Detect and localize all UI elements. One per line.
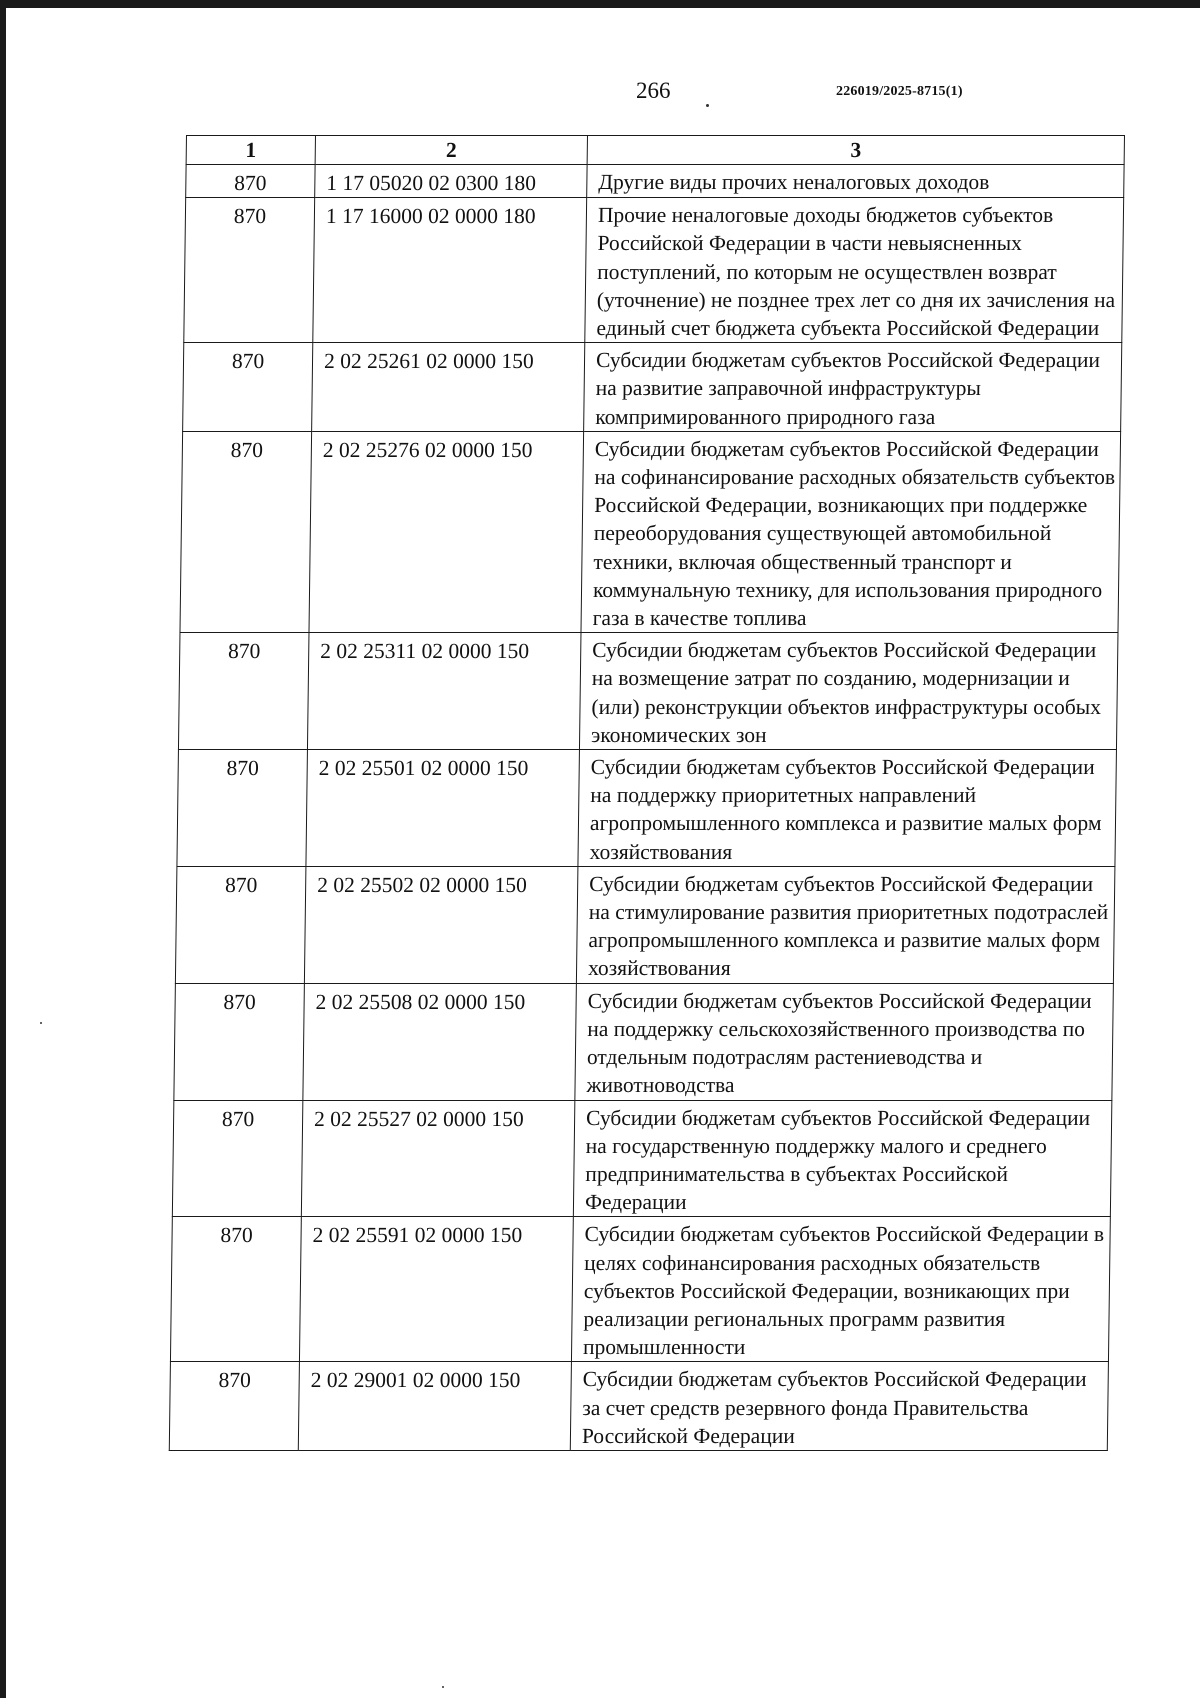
table-row [178,633,1118,750]
revenue-name-cell: Субсидии бюджетам субъектов Российской Федерации на развитие заправочной инфраструктуры компримированного природного газа [584,343,1122,432]
revenue-name-cell: Субсидии бюджетам субъектов Российской Федерации на возмещение затрат по созданию, модернизации и (или) реконструкции объектов инфраструктуры особых экономических зон [579,633,1118,750]
scan-speck [40,1022,42,1024]
revenue-name-cell: Субсидии бюджетам субъектов Российской Федерации на поддержку сельскохозяйственного производства по отдельным подотраслям растениеводства и животноводства [575,983,1114,1100]
admin-code-cell: 870 [183,343,313,432]
revenue-codes-table-wrapper [169,135,1124,1451]
budget-code-cell: 2 02 25276 02 0000 150 [309,431,584,632]
table-row [177,750,1117,867]
revenue-name-cell: Субсидии бюджетам субъектов Российской Федерации на стимулирование развития приоритетных подотраслей агропромышленного комплекса и развитие малых форм хозяйствования [576,866,1115,983]
table-row [175,866,1115,983]
budget-code-cell: 1 17 16000 02 0000 180 [313,198,587,343]
table-row [186,165,1124,198]
budget-code-cell: 2 02 25501 02 0000 150 [306,750,580,867]
admin-code-cell: 870 [172,1100,303,1217]
revenue-name-cell: Субсидии бюджетам субъектов Российской Федерации на государственную поддержку малого и среднего предпринимательства в субъектах Российской Федерации [573,1100,1112,1217]
budget-code-cell: 1 17 05020 02 0300 180 [315,165,587,198]
revenue-name-cell: Прочие неналоговые доходы бюджетов субъектов Российской Федерации в части невыясненных поступлений, по которым не осуществлен возврат (уточнение) не позднее трех лет со дня их зачисления на единый счет бюджета субъекта Российской Федерации [585,198,1124,343]
scan-border-left [0,0,6,1698]
revenue-name-cell: Другие виды прочих неналоговых доходов [587,165,1124,198]
admin-code-cell: 870 [169,1362,299,1451]
budget-code-cell: 2 02 25527 02 0000 150 [301,1100,575,1217]
admin-code-cell: 870 [175,866,306,983]
document-number: 226019/2025-8715(1) [836,84,963,99]
admin-code-cell: 870 [174,983,305,1100]
table-row [184,198,1124,343]
scan-speck [706,104,709,107]
scan-speck [442,1686,444,1688]
budget-code-cell: 2 02 29001 02 0000 150 [298,1362,571,1451]
budget-code-cell: 2 02 25591 02 0000 150 [299,1217,573,1362]
revenue-name-cell: Субсидии бюджетам субъектов Российской Федерации за счет средств резервного фонда Правительства Российской Федерации [570,1362,1108,1451]
admin-code-cell: 870 [180,431,312,632]
budget-code-cell: 2 02 25261 02 0000 150 [312,343,585,432]
admin-code-cell: 870 [170,1217,301,1362]
revenue-codes-table [169,135,1125,1451]
table-row [172,1100,1112,1217]
budget-code-cell: 2 02 25502 02 0000 150 [304,866,578,983]
table-row [170,1217,1110,1362]
page-number: 266 [636,78,671,103]
scan-border-top [0,0,1200,8]
revenue-name-cell: Субсидии бюджетам субъектов Российской Федерации на поддержку приоритетных направлений агропромышленного комплекса и развитие малых форм хозяйствования [578,750,1117,867]
column-header-1: 1 [186,136,315,165]
budget-code-cell: 2 02 25508 02 0000 150 [303,983,577,1100]
revenue-name-cell: Субсидии бюджетам субъектов Российской Федерации в целях софинансирования расходных обязательств субъектов Российской Федерации, возникающих при реализации региональных программ развития промышленности [571,1217,1110,1362]
table-row [180,431,1121,632]
table-row [174,983,1114,1100]
budget-code-cell: 2 02 25311 02 0000 150 [307,633,581,750]
table-row [169,1362,1108,1451]
revenue-name-cell: Субсидии бюджетам субъектов Российской Федерации на софинансирование расходных обязательств субъектов Российской Федерации, возникающих при поддержке переоборудования существующей автомобильной техники, включая общественный транспорт и коммунальную технику, для использования природного газа в качестве топлива [581,431,1121,632]
column-header-2: 2 [315,136,587,165]
table-header-row [186,136,1124,165]
column-header-3: 3 [587,136,1124,165]
admin-code-cell: 870 [184,198,315,343]
admin-code-cell: 870 [178,633,309,750]
admin-code-cell: 870 [186,165,315,198]
admin-code-cell: 870 [177,750,308,867]
table-row [183,343,1122,432]
